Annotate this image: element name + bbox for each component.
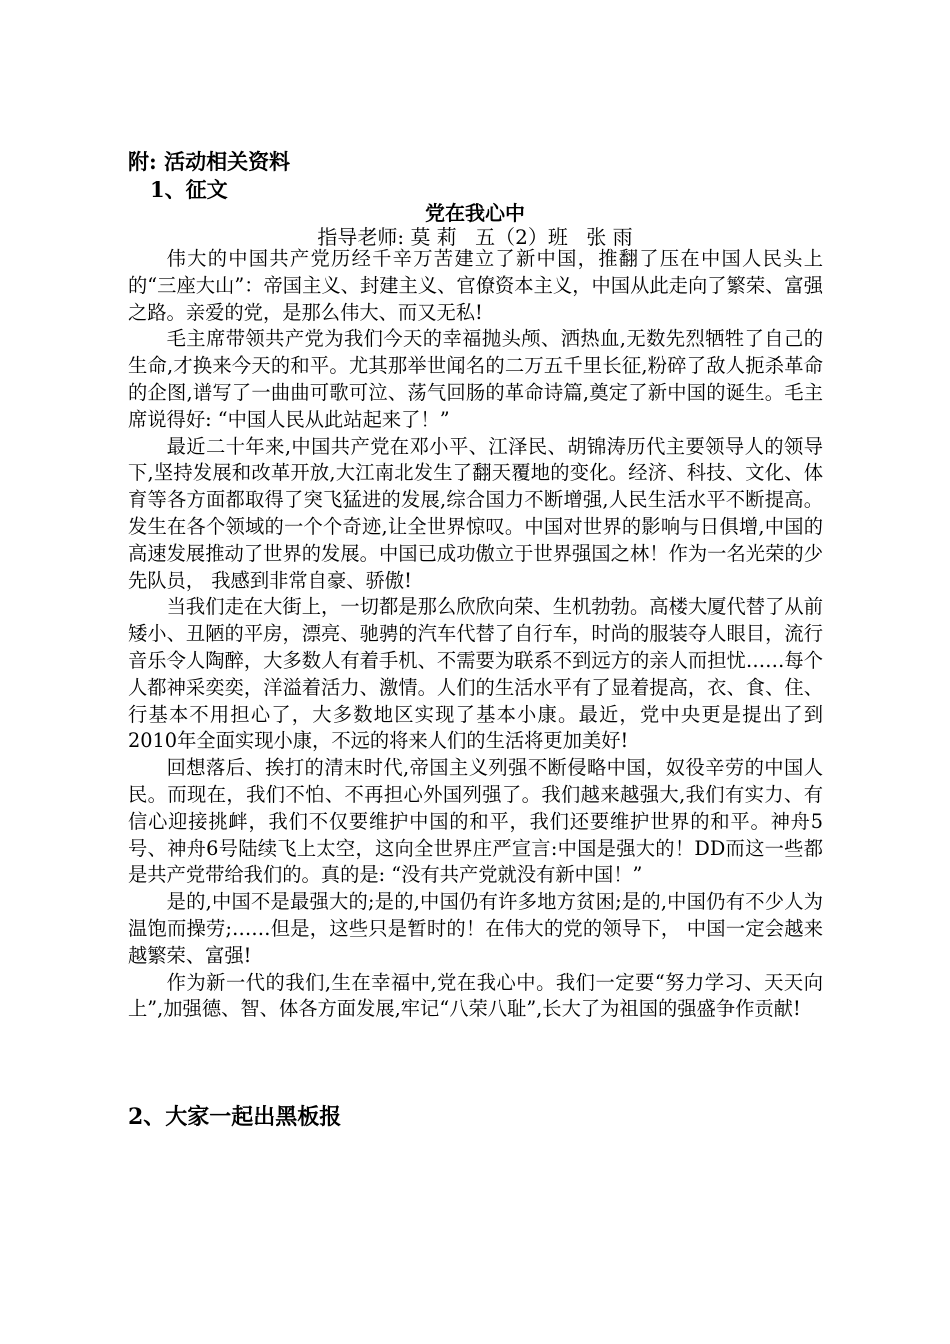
essay-paragraph-1: 伟大的中国共产党历经千辛万苦建立了新中国，推翻了压在中国人民头上的“三座大山”：帝国主义、封建主义、官僚资本主义，中国从此走向了繁荣、富强之路。亲爱的党，是那么伟大、而又无私! (128, 247, 823, 324)
essay-paragraph-4: 当我们走在大街上，一切都是那么欣欣向荣、生机勃勃。高楼大厦代替了从前矮小、丑陋的平房，漂亮、驰骋的汽车代替了自行车，时尚的服装夺人眼目，流行音乐令人陶醉，大多数人有着手机、不需要为联系不到远方的亲人而担忧……每个人都神采奕奕，洋溢着活力、激情。人们的生活水平有了显着提高，衣、食、住、行基本不用担心了，大多数地区实现了基本小康。最近，党中央更是提出了到2010年全面实现小康，不远的将来人们的生活将更加美好! (128, 595, 823, 753)
section-2-heading: 2、大家一起出黑板报 (128, 1104, 342, 1130)
appendix-heading: 附: 活动相关资料 (128, 149, 291, 174)
essay-body (128, 246, 823, 1023)
essay-paragraph-6: 是的,中国不是最强大的;是的,中国仍有许多地方贫困;是的,中国仍有不少人为温饱而操劳;……但是，这些只是暂时的！在伟大的党的领导下， 中国一定会越来越繁荣、富强! (128, 890, 823, 967)
byline-author: 张 雨 (586, 225, 633, 249)
byline-teacher: 指导老师: 莫 莉 (317, 225, 457, 249)
essay-paragraph-2: 毛主席带领共产党为我们今天的幸福抛头颅、洒热血,无数先烈牺牲了自己的生命,才换来今天的和平。尤其那举世闻名的二万五千里长征,粉碎了敌人扼杀革命的企图,谱写了一曲曲可歌可泣、荡气回肠的革命诗篇,奠定了新中国的诞生。毛主席说得好: “中国人民从此站起来了！” (128, 327, 823, 431)
byline-class: 五（2）班 (475, 225, 568, 249)
section-1-heading: 1、征文 (150, 177, 228, 202)
essay-title: 党在我心中 (425, 201, 525, 225)
essay-paragraph-7: 作为新一代的我们,生在幸福中,党在我心中。我们一定要“努力学习、天天向上”,加强德、智、体各方面发展,牢记“八荣八耻”,长大了为祖国的强盛争作贡献! (128, 970, 823, 1021)
essay-paragraph-5: 回想落后、挨打的清末时代,帝国主义列强不断侵略中国，奴役辛劳的中国人民。而现在，我们不怕、不再担心外国列强了。我们越来越强大,我们有实力、有信心迎接挑衅，我们不仅要维护中国的和平，我们还要维护世界的和平。神舟5号、神舟6号陆续飞上太空，这向全世界庄严宣言:中国是强大的！DD而这一些都是共产党带给我们的。真的是: “没有共产党就没有新中国！” (128, 756, 823, 887)
essay-paragraph-3: 最近二十年来,中国共产党在邓小平、江泽民、胡锦涛历代主要领导人的领导下,坚持发展和改革开放,大江南北发生了翻天覆地的变化。经济、科技、文化、体育等各方面都取得了突飞猛进的发展,综合国力不断增强,人民生活水平不断提高。发生在各个领域的一个个奇迹,让全世界惊叹。中国对世界的影响与日俱增,中国的高速发展推动了世界的发展。中国已成功傲立于世界强国之林！作为一名光荣的少先队员， 我感到非常自豪、骄傲! (128, 434, 823, 592)
